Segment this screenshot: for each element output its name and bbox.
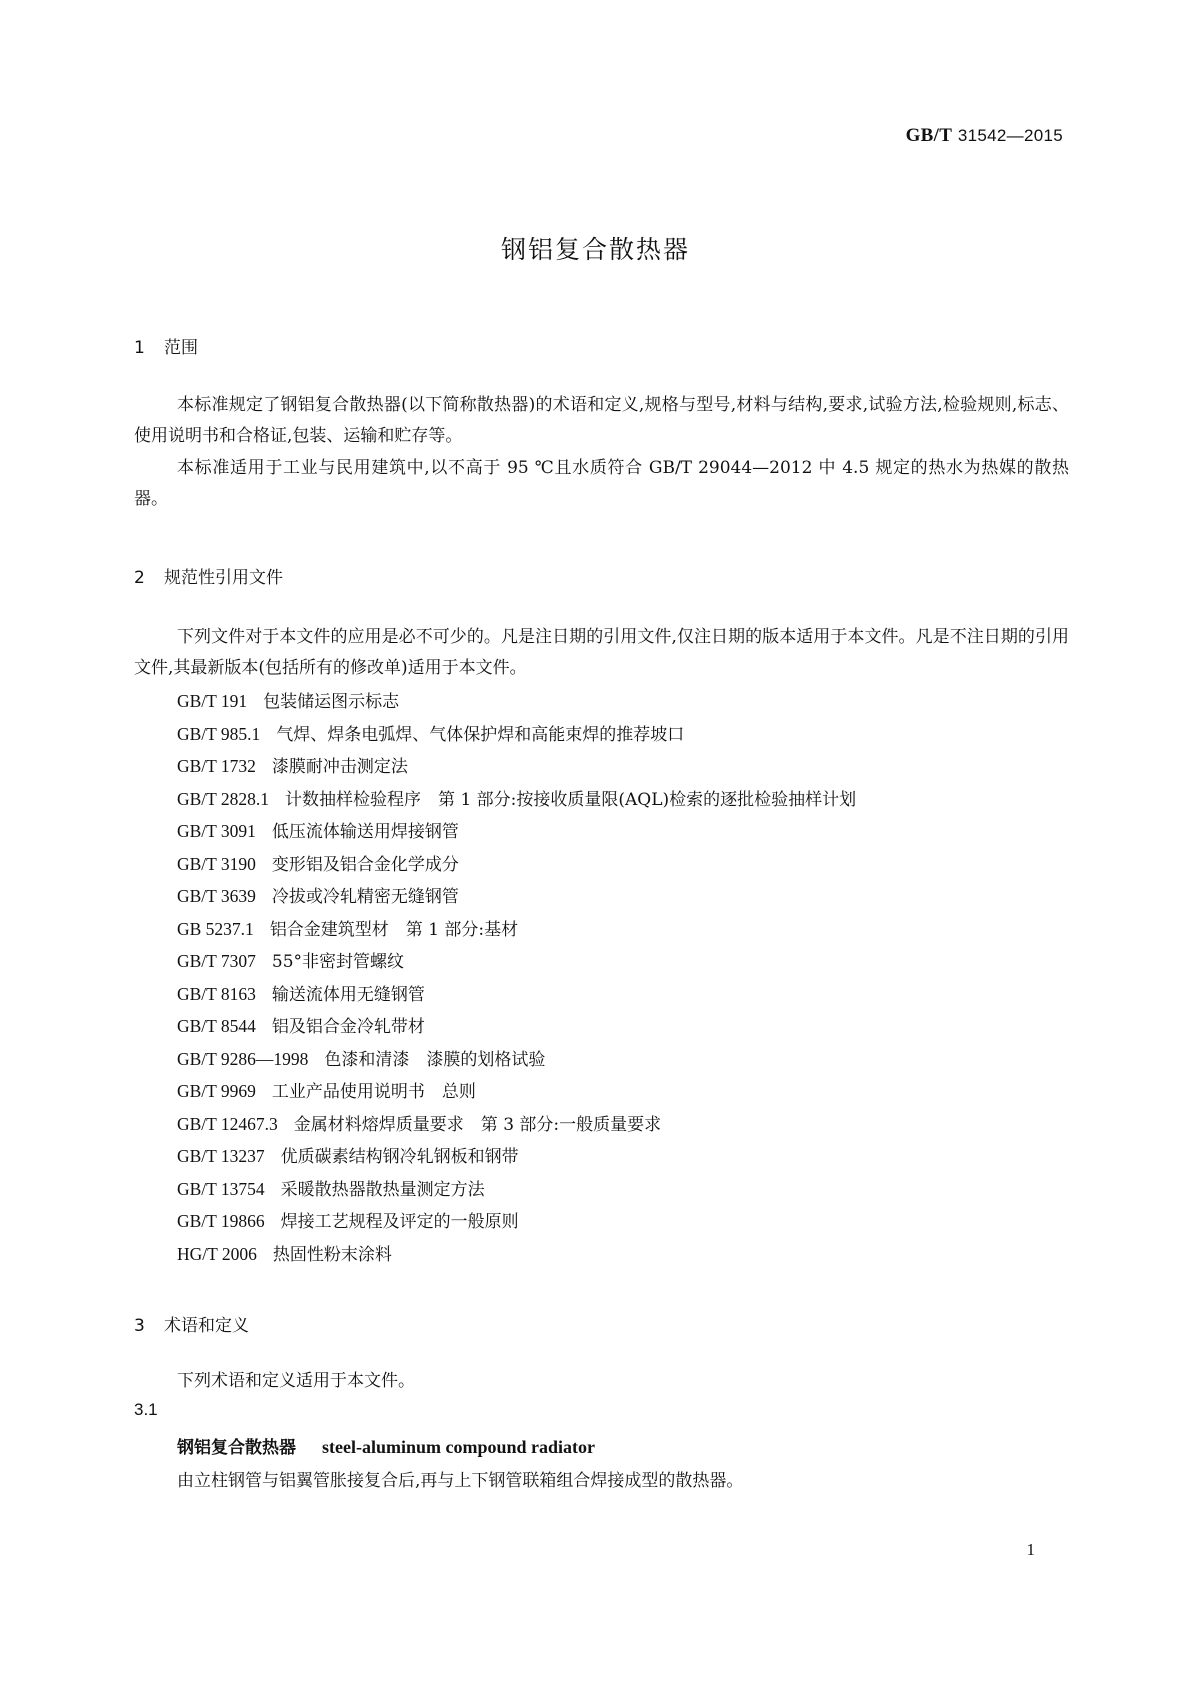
scope-paragraph-1: 本标准规定了钢铝复合散热器(以下简称散热器)的术语和定义,规格与型号,材料与结构,要求,试验方法,检验规则,标志、使用说明书和合格证,包装、运输和贮存等。 bbox=[134, 395, 1069, 446]
reference-item: GB/T 19866 焊接工艺规程及评定的一般原则 bbox=[177, 1211, 519, 1232]
standard-number: 31542—2015 bbox=[957, 126, 1063, 145]
section-heading-terms-definitions bbox=[134, 1311, 249, 1336]
reference-item: GB/T 3091 低压流体输送用焊接钢管 bbox=[177, 821, 459, 842]
scope-paragraph-2: 本标准适用于工业与民用建筑中,以不高于 95 ℃且水质符合 GB/T 29044—2012 中 4.5 规定的热水为热媒的散热器。 bbox=[134, 458, 1069, 509]
reference-item: GB/T 12467.3 金属材料熔焊质量要求 第 3 部分:一般质量要求 bbox=[177, 1113, 662, 1135]
standard-prefix: GB/T bbox=[905, 125, 953, 146]
section-number: 3 bbox=[134, 1316, 145, 1336]
reference-item: GB/T 7307 55°非密封管螺纹 bbox=[177, 951, 405, 972]
standard-code bbox=[906, 125, 1063, 147]
term-definition: 由立柱钢管与铝翼管胀接复合后,再与上下钢管联箱组合焊接成型的散热器。 bbox=[177, 1471, 744, 1491]
term-entry bbox=[177, 1433, 595, 1458]
page-number: 1 bbox=[1026, 1540, 1035, 1559]
section-heading-normative-references bbox=[134, 563, 283, 588]
term-chinese: 钢铝复合散热器 bbox=[177, 1438, 296, 1458]
section-title: 术语和定义 bbox=[164, 1316, 249, 1336]
reference-item: GB/T 3190 变形铝及铝合金化学成分 bbox=[177, 853, 459, 875]
reference-item: GB 5237.1 铝合金建筑型材 第 1 部分:基材 bbox=[177, 918, 519, 940]
section-number: 2 bbox=[134, 568, 145, 588]
term-number: 3.1 bbox=[134, 1400, 158, 1419]
reference-item: GB/T 2828.1 计数抽样检验程序 第 1 部分:按接收质量限(AQL)检索的逐批检验抽样计划 bbox=[177, 788, 857, 810]
reference-item: GB/T 13754 采暖散热器散热量测定方法 bbox=[177, 1178, 485, 1200]
reference-item: GB/T 191 包装储运图示标志 bbox=[177, 691, 400, 712]
references-intro-paragraph: 下列文件对于本文件的应用是必不可少的。凡是注日期的引用文件,仅注日期的版本适用于本文件。凡是不注日期的引用文件,其最新版本(包括所有的修改单)适用于本文件。 bbox=[134, 627, 1069, 678]
document-title: 钢铝复合散热器 bbox=[500, 235, 690, 264]
section-title: 规范性引用文件 bbox=[164, 568, 283, 588]
reference-item: GB/T 3639 冷拔或冷轧精密无缝钢管 bbox=[177, 886, 459, 907]
section-number: 1 bbox=[134, 338, 145, 358]
term-english: steel-aluminum compound radiator bbox=[322, 1437, 596, 1457]
reference-list bbox=[177, 685, 856, 1270]
reference-item: GB/T 8163 输送流体用无缝钢管 bbox=[177, 983, 425, 1005]
section-heading-scope bbox=[134, 333, 198, 358]
reference-item: GB/T 13237 优质碳素结构钢冷轧钢板和钢带 bbox=[177, 1146, 519, 1167]
reference-item: GB/T 8544 铝及铝合金冷轧带材 bbox=[177, 1016, 425, 1037]
reference-item: HG/T 2006 热固性粉末涂料 bbox=[177, 1243, 392, 1265]
reference-item: GB/T 9969 工业产品使用说明书 总则 bbox=[177, 1081, 476, 1102]
reference-item: GB/T 1732 漆膜耐冲击测定法 bbox=[177, 756, 408, 777]
section-title: 范围 bbox=[164, 338, 198, 358]
reference-item: GB/T 9286—1998 色漆和清漆 漆膜的划格试验 bbox=[177, 1048, 546, 1070]
reference-item: GB/T 985.1 气焊、焊条电弧焊、气体保护焊和高能束焊的推荐坡口 bbox=[177, 723, 685, 745]
terms-intro-paragraph: 下列术语和定义适用于本文件。 bbox=[177, 1371, 415, 1391]
